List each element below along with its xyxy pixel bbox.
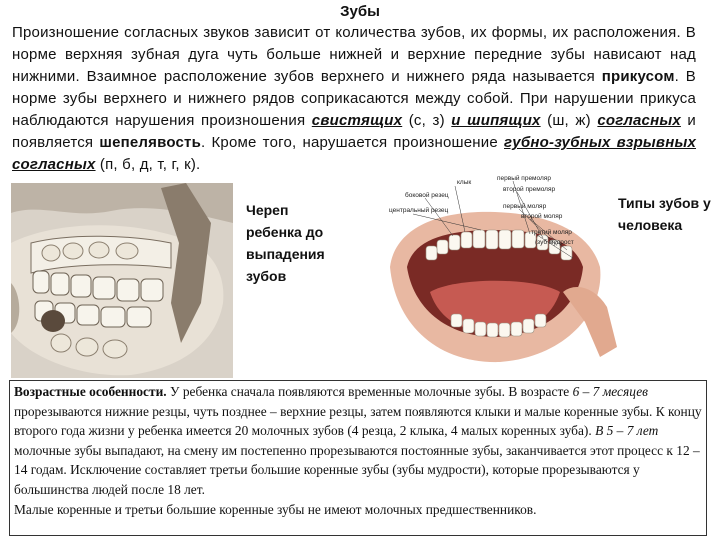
teeth-types-image: [385, 172, 620, 370]
label-second-premolar: второй премоляр: [503, 186, 556, 193]
intro-text: (с, з): [402, 112, 452, 129]
label-first-molar: первый моляр: [503, 203, 547, 210]
intro-text: Произношение согласных звуков зависит от количества зубов, их формы, их расположения. В норме верхняя зубная дуга чуть больше нижней и верхние передние зубы нависают над нижними. Взаимное расположение зубов верхнего и нижнего ряда называется: [12, 24, 696, 85]
term-bite: прикусом: [601, 68, 675, 85]
age-heading: Возрастные особенности.: [14, 384, 167, 399]
term-lisp: шепелявость: [99, 134, 202, 151]
page-title: Зубы: [340, 3, 380, 20]
label-third-molar: третий моляр: [531, 229, 572, 236]
intro-text: . Кроме того, нарушается произношение: [201, 134, 504, 151]
label-central-incisor: центральный резец: [389, 207, 449, 214]
intro-text: (п, б, д, т, г, к).: [95, 156, 201, 173]
age-note: Малые коренные и третьи большие коренные зубы не имеют молочных предшественников.: [14, 501, 537, 517]
term-whistling: свистящих: [311, 112, 403, 129]
child-skull-image: [11, 183, 233, 378]
label-fang: клык: [457, 179, 472, 186]
term-labiodental: губно-зубных взрывных согласных: [12, 134, 697, 173]
age-range-years: В 5 – 7 лет: [595, 423, 659, 439]
label-lateral-incisor: боковой резец: [405, 192, 449, 199]
term-hissing: и шипящих: [451, 112, 541, 129]
intro-paragraph: [12, 22, 696, 176]
age-range-months: 6 – 7 месяцев: [572, 384, 648, 399]
age-text: У ребенка сначала появляются временные молочные зубы. В возрасте: [166, 384, 573, 399]
label-wisdom-tooth: (зуб мудрост: [535, 239, 574, 246]
label-second-molar: второй моляр: [521, 213, 563, 220]
age-text: прорезываются нижние резцы, чуть позднее – верхние резцы, затем появляются клыки и малые коренные зубы. К концу второго года жизни у ребенка имеется 20 молочных зубов (4 резца, 2 клыка, 4 малых коренных зуба).: [14, 403, 702, 439]
age-paragraph: [14, 382, 702, 500]
skull-caption: Череп ребенка до выпадения зубов: [246, 202, 325, 284]
age-features-box: [9, 380, 707, 536]
age-text: молочные зубы выпадают, на смену им постепенно прорезываются постоянные зубы, заканчивается этот процесс к 12 – 14 годам. Исключение составляет третьи большие коренные зубы (зубы мудрости), которые прорезываются у большинства людей после 18 лет.: [14, 442, 700, 497]
intro-text: (ш, ж): [540, 112, 598, 129]
teeth-types-caption: Типы зубов у человека: [618, 195, 711, 233]
label-first-premolar: первый премоляр: [497, 175, 551, 182]
intro-text: и появляется: [12, 112, 697, 151]
term-consonants: согласных: [597, 112, 681, 129]
intro-text: . В норме зубы верхнего и нижнего рядов соприкасаются между собой. При нарушении прикуса наблюдаются нарушения произношения: [12, 68, 696, 129]
